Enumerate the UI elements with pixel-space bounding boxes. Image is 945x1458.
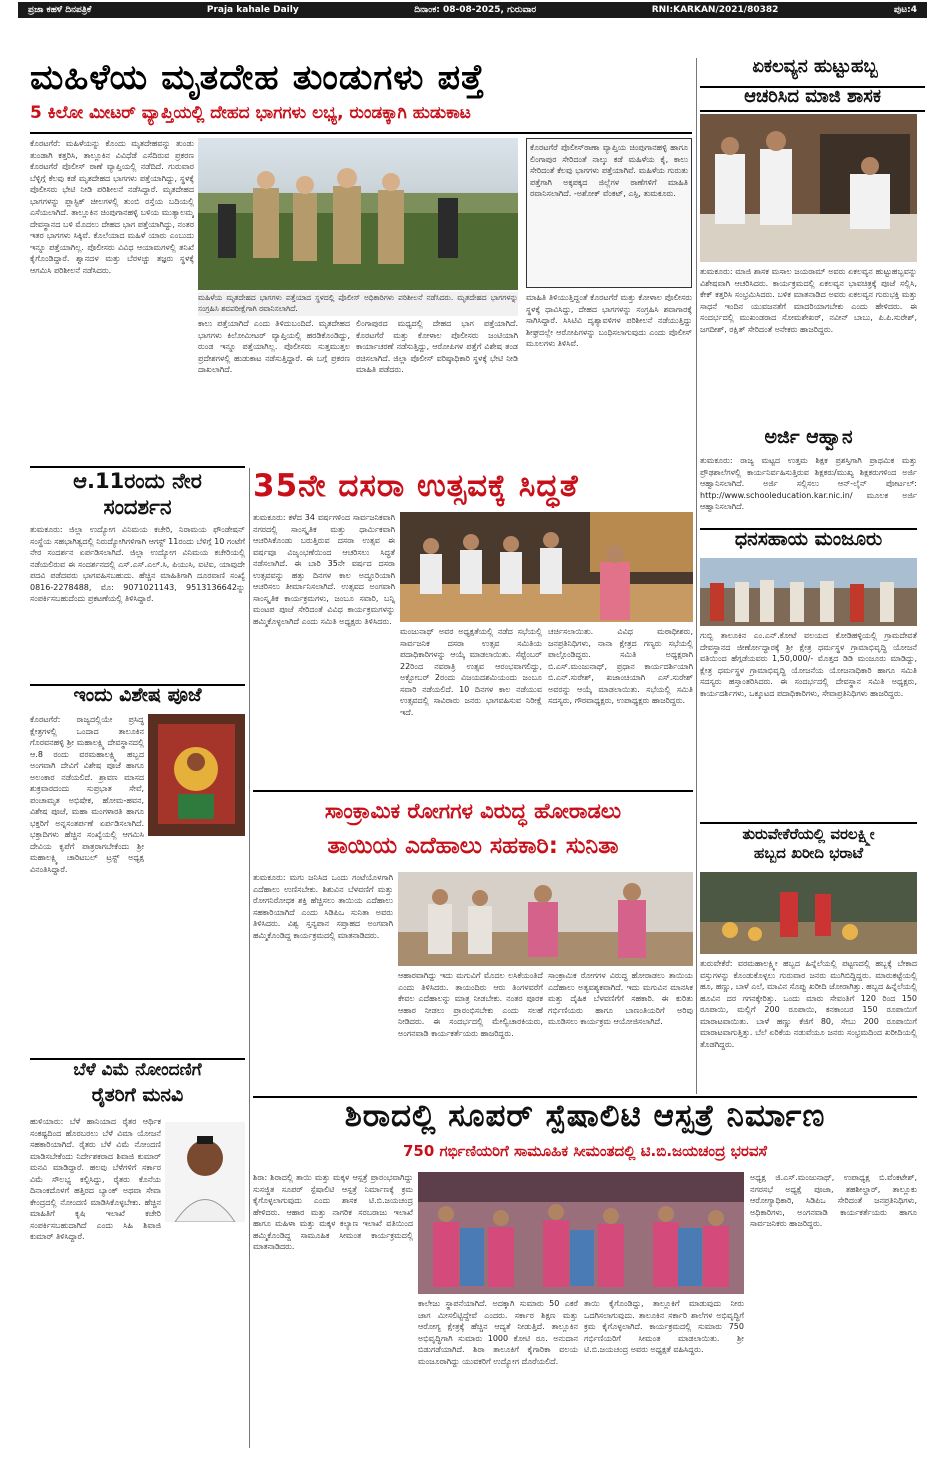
varalakshmi-body: ತುರುವೇಕೆರೆ: ವರಮಹಾಲಕ್ಷ್ಮೀ ಹಬ್ಬದ ಹಿನ್ನೆಲೆಯಲ್ಲಿ ಪಟ್ಟಣದಲ್ಲಿ ಹಬ್ಬಕ್ಕೆ ಬೇಕಾದ ವಸ್ತುಗಳನ್ನು ಕೊಂಡುಕೊಳ್ಳಲು ಗುರುವಾರ ಜನರು ಮುಗಿಬಿದ್ದಿದ್ದರು. ಮಾರುಕಟ್ಟೆಯಲ್ಲಿ ಹೂ, ಹಣ್ಣು, ಬಾಳೆ ಎಲೆ, ಮಾವಿನ ಸೊಪ್ಪು ಖರೀದಿ ಜೋರಾಗಿತ್ತು. ಹಬ್ಬದ ಹಿನ್ನೆಲೆಯಲ್ಲಿ ಹೂವಿನ ದರ ಗಗನಕ್ಕೇರಿತ್ತು. ಒಂದು ಮಾರು ಸೇವಂತಿಗೆ 120 ರಿಂದ 150 ರೂಪಾಯಿ, ಮಲ್ಲಿಗೆ 200 ರೂಪಾಯಿ, ಕನಕಾಂಬರ 150 ರೂಪಾಯಿಗೆ ಮಾರಾಟವಾಯಿತು. ಬಾಳೆ ಹಣ್ಣು ಕೆಜಿಗೆ 80, ಸೇಬು 200 ರೂಪಾಯಿಗೆ ಮಾರಾಟವಾಗುತ್ತಿತ್ತು. ಬೆಲೆ ಏರಿಕೆಯ ನಡುವೆಯೂ ಜನರು ಸಂಭ್ರಮದಿಂದ ಖರೀದಿಯಲ್ಲಿ ತೊಡಗಿದ್ದರು. — [700, 959, 917, 1049]
pooje-photo-illustration — [148, 714, 245, 836]
arji-body: ತುಮಕೂರು: ರಾಜ್ಯ ಮಟ್ಟದ ಉತ್ತಮ ಶಿಕ್ಷಕ ಪ್ರಶಸ್ತಿಗಾಗಿ ಪ್ರಾಥಮಿಕ ಮತ್ತು ಪ್ರೌಢಶಾಲೆಗಳಲ್ಲಿ ಕಾರ್ಯನಿರ್ವಹಿಸುತ್ತಿರುವ ಶಿಕ್ಷಕರು/ಮುಖ್ಯ ಶಿಕ್ಷಕರುಗಳಿಂದ ಅರ್ಜಿ ಆಹ್ವಾನಿಸಲಾಗಿದೆ. ಅರ್ಜಿ ಸಲ್ಲಿಸಲು ಆನ್-ಲೈನ್ ಪೋರ್ಟಲ್: http://www.schooleducation.kar.nic.in/ ಮೂಲಕ ಅರ್ಜಿ ಆಹ್ವಾನಿಸಲಾಗಿದೆ. — [700, 456, 917, 511]
sira-photo — [418, 1172, 744, 1294]
sira-subhead: 750 ಗರ್ಭಿಣಿಯರಿಗೆ ಸಾಮೂಹಿಕ ಸೀಮಂತದಲ್ಲಿ ಟಿ.ಬಿ.ಜಯಚಂದ್ರ ಭರವಸೆ — [402, 1144, 768, 1160]
lead-photo-police — [198, 138, 518, 290]
lead-col3: ಲಿಂಗಾಪುರದ ಮಧ್ಯದಲ್ಲಿ ದೇಹದ ಭಾಗ ಪತ್ತೆಯಾಗಿದೆ. ಕೊರಟಗೆರೆ ಮತ್ತು ಕೋಳಾಲ ಪೊಲೀಸರು ಜಂಟಿಯಾಗಿ ಕಾರ್ಯಾಚರಣೆ ನಡೆಸುತ್ತಿದ್ದು, ಆರೋಪಿಗಳ ಪತ್ತೆಗೆ ವಿಶೇಷ ತಂಡ ರಚಿಸಲಾಗಿದೆ. ಜಿಲ್ಲಾ ಪೊಲೀಸ್ ವರಿಷ್ಠಾಧಿಕಾರಿ ಸ್ಥಳಕ್ಕೆ ಭೇಟಿ ನೀಡಿ ಮಾಹಿತಿ ಪಡೆದರು. — [356, 319, 518, 374]
sunita-headline-2: ತಾಯಿಯ ಎದೆಹಾಲು ಸಹಕಾರಿ: ಸುನಿತಾ — [327, 834, 619, 859]
dasara-photo-illustration — [400, 512, 693, 622]
pooje-headline: ಇಂದು ವಿಶೇಷ ಪೂಜೆ — [30, 684, 245, 710]
ekalavya-headline-2: ಆಚರಿಸಿದ ಮಾಜಿ ಶಾಸಕ — [700, 86, 925, 112]
ekalavya-body: ತುಮಕೂರು: ಮಾಜಿ ಶಾಸಕ ಮಸಾಲ ಜಯರಾಮ್ ಅವರು ಏಕಲವ್ಯನ ಹುಟ್ಟುಹಬ್ಬವನ್ನು ವಿಶೇಷವಾಗಿ ಆಚರಿಸಿದರು. ಕಾರ್ಯಕ್ರಮದಲ್ಲಿ ಏಕಲವ್ಯನ ಭಾವಚಿತ್ರಕ್ಕೆ ಪೂಜೆ ಸಲ್ಲಿಸಿ, ಕೇಕ್ ಕತ್ತರಿಸಿ ಸಂಭ್ರಮಿಸಿದರು. ಬಳಿಕ ಮಾತನಾಡಿದ ಅವರು ಏಕಲವ್ಯನ ಗುರುಭಕ್ತಿ ಮತ್ತು ಸಾಧನೆ ಇಂದಿನ ಯುವಜನತೆಗೆ ಮಾದರಿಯಾಗಬೇಕು ಎಂದು ಹೇಳಿದರು. ಈ ಸಂದರ್ಭದಲ್ಲಿ ಮುಖಂಡರಾದ ಸೋಮಶೇಖರ್, ನವೀನ್ ಬಾಬು, ಪಿ.ಪಿ.ಸುರೇಶ್, ಜಗದೀಶ್, ರಕ್ಷಿತ್ ಸೇರಿದಂತೆ ಅನೇಕರು ಹಾಜರಿದ್ದರು. — [700, 267, 917, 334]
police-photo-illustration — [198, 138, 518, 290]
ghatane-body: ತುಮಕೂರು: ಜಿಲ್ಲಾ ಉದ್ಯೋಗ ವಿನಿಮಯ ಕಚೇರಿ, ನಿರಾಮಯ ಫೌಂಡೇಷನ್ ಸಂಸ್ಥೆಯ ಸಹಭಾಗಿತ್ವದಲ್ಲಿ ನಿರುದ್ಯೋಗಿಗಳಿಗಾಗಿ ಆಗಸ್ಟ್ 11ರಂದು ಬೆಳಿಗ್ಗೆ 10 ಗಂಟೆಗೆ ನೇರ ಸಂದರ್ಶನ ಏರ್ಪಡಿಸಲಾಗಿದೆ. ಜಿಲ್ಲಾ ಉದ್ಯೋಗ ವಿನಿಮಯ ಕಚೇರಿಯಲ್ಲಿ ನಡೆಯಲಿರುವ ಈ ಸಂದರ್ಶನದಲ್ಲಿ ಎಸ್.ಎಸ್.ಎಲ್.ಸಿ, ಪಿಯುಸಿ, ಐಟಿಐ, ಯಾವುದೇ ಪದವಿ ಪಡೆದವರು ಭಾಗವಹಿಸಬಹುದು. ಹೆಚ್ಚಿನ ಮಾಹಿತಿಗಾಗಿ ದೂರವಾಣಿ ಸಂಖ್ಯೆ 0816-2278488, ಮೊ: 9071021143, 9513136642ನ್ನು ಸಂಪರ್ಕಿಸಬಹುದೆಂದು ಪ್ರಕಟಣೆಯಲ್ಲಿ ತಿಳಿಸಿದ್ದಾರೆ. — [30, 525, 245, 603]
varalakshmi-headline-2: ಹಬ್ಬದ ಖರೀದಿ ಭರಾಟೆ — [753, 846, 864, 862]
sira-photo-illustration — [418, 1172, 744, 1294]
varalakshmi-photo — [700, 872, 917, 954]
dasara-col1: ತುಮಕೂರು: ಕಳೆದ 34 ವರ್ಷಗಳಿಂದ ಸಾರ್ವಜನಿಕವಾಗಿ ನಗರದಲ್ಲಿ ಸಾಂಸ್ಕೃತಿಕ ಮತ್ತು ಧಾರ್ಮಿಕವಾಗಿ ಆಚರಿಸಿಕೊಂಡು ಬರುತ್ತಿರುವ ದಸರಾ ಉತ್ಸವ ಈ ವರ್ಷವೂ ವಿಜೃಂಭಣೆಯಿಂದ ಆಚರಿಸಲು ಸಿದ್ಧತೆ ನಡೆಸಲಾಗಿದೆ. ಈ ಬಾರಿ 35ನೇ ವರ್ಷದ ದಸರಾ ಉತ್ಸವವನ್ನು ಹತ್ತು ದಿನಗಳ ಕಾಲ ಅದ್ಧೂರಿಯಾಗಿ ಆಚರಿಸಲು ತೀರ್ಮಾನಿಸಲಾಗಿದೆ. ಉತ್ಸವದ ಅಂಗವಾಗಿ ಸಾಂಸ್ಕೃತಿಕ ಕಾರ್ಯಕ್ರಮಗಳು, ಜಂಬೂ ಸವಾರಿ, ಬನ್ನಿ ಮಂಟಪ ಪೂಜೆ ಸೇರಿದಂತೆ ವಿವಿಧ ಕಾರ್ಯಕ್ರಮಗಳನ್ನು ಹಮ್ಮಿಕೊಳ್ಳಲಾಗಿದೆ ಎಂದು ಸಮಿತಿ ಅಧ್ಯಕ್ಷರು ತಿಳಿಸಿದರು. — [253, 513, 395, 626]
column-divider-right — [696, 58, 697, 1094]
masthead-bar — [18, 2, 927, 18]
lead-col4: ಮಾಹಿತಿ ತಿಳಿಯುತ್ತಿದ್ದಂತೆ ಕೊರಟಗೆರೆ ಮತ್ತು ಕೋಳಾಲ ಪೊಲೀಸರು ಸ್ಥಳಕ್ಕೆ ಧಾವಿಸಿದ್ದು, ದೇಹದ ಭಾಗಗಳನ್ನು ಸಂಗ್ರಹಿಸಿ ಶವಾಗಾರಕ್ಕೆ ಸಾಗಿಸಿದ್ದಾರೆ. ಸಿಸಿಟಿವಿ ದೃಶ್ಯಾವಳಿಗಳ ಪರಿಶೀಲನೆ ನಡೆಯುತ್ತಿದ್ದು ಶೀಘ್ರದಲ್ಲೇ ಆರೋಪಿಗಳನ್ನು ಬಂಧಿಸಲಾಗುವುದು ಎಂದು ಪೊಲೀಸ್ ಮೂಲಗಳು ತಿಳಿಸಿವೆ. — [526, 293, 692, 348]
sunita-photo-illustration — [398, 872, 693, 966]
beli-body: ಹುಳಿಯಾರು: ಬೆಳೆ ಹಾನಿಯಾದ ರೈತರ ಆರ್ಥಿಕ ಸಂಕಷ್ಟದಿಂದ ಹೊರಬರಲು ಬೆಳೆ ವಿಮಾ ಯೋಜನೆ ಸಹಕಾರಿಯಾಗಿದೆ. ರೈತರು ಬೆಳೆ ವಿಮೆ ನೋಂದಣಿ ಮಾಡಿಸಬೇಕೆಂದು ನಿರ್ದೇಶಕರಾದ ಶಿವಾಜಿ ಕುಮಾರ್ ಮನವಿ ಮಾಡಿದ್ದಾರೆ. ಹಲವು ಬೆಳೆಗಳಿಗೆ ಸರ್ಕಾರ ವಿಮೆ ಸೌಲಭ್ಯ ಕಲ್ಪಿಸಿದ್ದು, ರೈತರು ಕೊನೆಯ ದಿನಾಂಕದೊಳಗೆ ಹತ್ತಿರದ ಬ್ಯಾಂಕ್ ಅಥವಾ ಸೇವಾ ಕೇಂದ್ರದಲ್ಲಿ ನೋಂದಣಿ ಮಾಡಿಸಿಕೊಳ್ಳಬೇಕು. ಹೆಚ್ಚಿನ ಮಾಹಿತಿಗೆ ಕೃಷಿ ಇಲಾಖೆ ಕಚೇರಿ ಸಂಪರ್ಕಿಸಬಹುದಾಗಿದೆ ಎಂದು ಸಿಹಿ ಶಿವಾಜಿ ಕುಮಾರ್ ತಿಳಿಸಿದ್ದಾರೆ. — [30, 1117, 161, 1241]
sunita-col1: ತುಮಕೂರು: ಮಗು ಜನಿಸಿದ ಒಂದು ಗಂಟೆಯೊಳಗಾಗಿ ಎದೆಹಾಲು ಉಣಿಸಬೇಕು. ಶಿಶುವಿನ ಬೆಳವಣಿಗೆ ಮತ್ತು ರೋಗನಿರೋಧಕ ಶಕ್ತಿ ಹೆಚ್ಚಿಸಲು ತಾಯಿಯ ಎದೆಹಾಲು ಸಹಕಾರಿಯಾಗಿದೆ ಎಂದು ಸಿಡಿಪಿಒ ಸುನಿತಾ ಅವರು ತಿಳಿಸಿದರು. ವಿಶ್ವ ಸ್ತನ್ಯಪಾನ ಸಪ್ತಾಹದ ಅಂಗವಾಗಿ ಹಮ್ಮಿಕೊಂಡಿದ್ದ ಕಾರ್ಯಕ್ರಮದಲ್ಲಿ ಮಾತನಾಡಿದರು. — [253, 873, 393, 940]
masthead-page: ಪುಟ:4 — [893, 5, 917, 15]
sira-headline: ಶಿರಾದಲ್ಲಿ ಸೂಪರ್ ಸ್ಪೆಷಾಲಿಟಿ ಆಸ್ಪತ್ರೆ ನಿರ್ಮಾಣ — [344, 1100, 826, 1134]
ekalavya-photo-illustration — [700, 114, 917, 262]
dhana-body: ಗುಬ್ಬಿ ತಾಲೂಕಿನ ಎಂ.ಎನ್.ಕೋಟೆ ವಲಯದ ಕೋಡಿಹಳ್ಳಿಯಲ್ಲಿ ಗ್ರಾಮದೇವತೆ ದೇವಸ್ಥಾನದ ಜೀರ್ಣೋದ್ಧಾರಕ್ಕೆ ಶ್ರೀ ಕ್ಷೇತ್ರ ಧರ್ಮಸ್ಥಳ ಗ್ರಾಮಾಭಿವೃದ್ಧಿ ಯೋಜನೆ ವತಿಯಿಂದ ಹೆಗ್ಗಡೆಯವರು 1,50,000/- ಮೊತ್ತದ ಡಿಡಿ ಮಂಜೂರು ಮಾಡಿದ್ದು, ಕ್ಷೇತ್ರ ಧರ್ಮಸ್ಥಳ ಗ್ರಾಮಾಭಿವೃದ್ಧಿ ಯೋಜನೆಯ ಯೋಜನಾಧಿಕಾರಿ ಹಾಗೂ ಸಮಿತಿ ಸದಸ್ಯರು ಹಸ್ತಾಂತರಿಸಿದರು. ಈ ಸಂದರ್ಭದಲ್ಲಿ ದೇವಸ್ಥಾನ ಸಮಿತಿ ಅಧ್ಯಕ್ಷರು, ಕಾರ್ಯದರ್ಶಿಗಳು, ಒಕ್ಕೂಟದ ಪದಾಧಿಕಾರಿಗಳು, ಸೇವಾಪ್ರತಿನಿಧಿಗಳು ಹಾಜರಿದ್ದರು. — [700, 631, 917, 698]
lead-quote-box: ಕೊರಟಗೆರೆ ಪೊಲೀಸ್‌ಠಾಣಾ ವ್ಯಾಪ್ತಿಯ ಚಿಂಪುಗಾನಹಳ್ಳಿ ಹಾಗೂ ಲಿಂಗಾಪುರ ಸೇರಿದಂತೆ ನಾಲ್ಕು ಕಡೆ ಮಹಿಳೆಯ ಕೈ, ಕಾಲು ಸೇರಿದಂತೆ ಕೆಲವು ಭಾಗಗಳು ಪತ್ತೆಯಾಗಿವೆ. ಮಹಿಳೆಯ ಗುರುತು ಪತ್ತೆಗಾಗಿ ಅಕ್ಕಪಕ್ಕದ ಜಿಲ್ಲೆಗಳ ಠಾಣೆಗಳಿಗೆ ಮಾಹಿತಿ ರವಾನಿಸಲಾಗಿದೆ. -ಅಶೋಕ್ ವೆಂಕಟ್, ಎಸ್ಪಿ, ತುಮಕೂರು. — [526, 138, 692, 288]
lead-subhead: 5 ಕಿಲೋ ಮೀಟರ್ ವ್ಯಾಪ್ತಿಯಲ್ಲಿ ದೇಹದ ಭಾಗಗಳು ಲಭ್ಯ, ರುಂಡಕ್ಕಾಗಿ ಹುಡುಕಾಟ — [30, 105, 471, 123]
dhana-photo-illustration — [700, 558, 917, 626]
dasara-col2: ಮಂಜುನಾಥ್ ಅವರ ಅಧ್ಯಕ್ಷತೆಯಲ್ಲಿ ನಡೆದ ಸಭೆಯಲ್ಲಿ ಸಾರ್ವಜನಿಕ ದಸರಾ ಉತ್ಸವ ಸಮಿತಿಯ ಪದಾಧಿಕಾರಿಗಳನ್ನು ಆಯ್ಕೆ ಮಾಡಲಾಯಿತು. ಸೆಪ್ಟೆಂಬರ್ 22ರಿಂದ ನವರಾತ್ರಿ ಉತ್ಸವ ಆರಂಭವಾಗಲಿದ್ದು, ಅಕ್ಟೋಬರ್ 2ರಂದು ವಿಜಯದಶಮಿಯಂದು ಜಂಬೂ ಸವಾರಿ ನಡೆಯಲಿದೆ. 10 ದಿನಗಳ ಕಾಲ ನಡೆಯುವ ಉತ್ಸವದಲ್ಲಿ ಸಾವಿರಾರು ಜನರು ಭಾಗವಹಿಸುವ ನಿರೀಕ್ಷೆ ಇದೆ. — [400, 627, 542, 717]
lead-rule — [30, 132, 692, 134]
sunita-headline-1: ಸಾಂಕ್ರಾಮಿಕ ರೋಗಗಳ ವಿರುದ್ಧ ಹೋರಾಡಲು — [324, 800, 622, 823]
lead-headline: ಮಹಿಳೆಯ ಮೃತದೇಹ ತುಂಡುಗಳು ಪತ್ತೆ — [30, 60, 485, 98]
masthead-left: ಪ್ರಜಾ ಕಹಳೆ ದಿನಪತ್ರಿಕೆ — [28, 5, 92, 15]
beli-photo-illustration — [165, 1122, 245, 1222]
lead-col1: ಕೊರಟಗೆರೆ: ಮಹಿಳೆಯನ್ನು ಕೊಂದು ಮೃತದೇಹವನ್ನು ತುಂಡು ತುಂಡಾಗಿ ಕತ್ತರಿಸಿ, ತಾಲ್ಲೂಕಿನ ವಿವಿಧೆಡೆ ಎಸೆದಿರುವ ಪ್ರಕರಣ ಕೊರಟಗೆರೆ ಪೊಲೀಸ್ ಠಾಣೆ ವ್ಯಾಪ್ತಿಯಲ್ಲಿ ನಡೆದಿದೆ. ಗುರುವಾರ ಬೆಳ್ಳಿಗ್ಗೆ ಕೆಲವು ಕಡೆ ಮೃತದೇಹದ ಭಾಗಗಳು ಪತ್ತೆಯಾಗಿದ್ದು, ಸ್ಥಳಕ್ಕೆ ಪೊಲೀಸರು ಭೇಟಿ ನೀಡಿ ಪರಿಶೀಲನೆ ನಡೆಸಿದ್ದಾರೆ. ಮೃತದೇಹದ ಭಾಗಗಳನ್ನು ಪ್ಲಾಸ್ಟಿಕ್ ಚೀಲಗಳಲ್ಲಿ ತುಂಬಿ ರಸ್ತೆಯ ಬದಿಯಲ್ಲಿ ಎಸೆಯಲಾಗಿದೆ. ತಾಲ್ಲೂಕಿನ ಚಿಂಪುಗಾನಹಳ್ಳಿ ಬಳಿಯ ಮುತ್ಯಾಲಮ್ಮ ದೇವಸ್ಥಾನದ ಬಳಿ ಮೊದಲು ದೇಹದ ಭಾಗ ಪತ್ತೆಯಾಗಿದ್ದು, ನಂತರ ಇತರ ಭಾಗಗಳು ಸಿಕ್ಕಿವೆ. ಕೊಲೆಯಾದ ಮಹಿಳೆ ಯಾರು ಎಂಬುದು ಇನ್ನೂ ಪತ್ತೆಯಾಗಿಲ್ಲ. ಪೊಲೀಸರು ವಿವಿಧ ಆಯಾಮಗಳಲ್ಲಿ ತನಿಖೆ ಕೈಗೊಂಡಿದ್ದಾರೆ. ಶ್ವಾನದಳ ಮತ್ತು ಬೆರಳಚ್ಚು ತಜ್ಞರು ಸ್ಥಳಕ್ಕೆ ಆಗಮಿಸಿ ಪರಿಶೀಲನೆ ನಡೆಸಿದರು. — [30, 139, 194, 275]
masthead-date: ದಿನಾಂಕ: 08-08-2025, ಗುರುವಾರ — [414, 5, 537, 15]
sira-col3: ತಾಯಿ ಕೈಗೊಂಡಿದ್ದು, ತಾಲ್ಲೂಕಿಗೆ ಮಾಡುವುದು ನೀರು ಒದಗಿಸಲಾಗುವುದು. ತಾಲೂಕಿನ ಸರ್ಕಾರಿ ಶಾಲೆಗಳ ಅಭಿವೃದ್ಧಿಗೆ ಕ್ರಮ ಕೈಗೊಳ್ಳಲಾಗಿದೆ. ಕಾರ್ಯಕ್ರಮದಲ್ಲಿ ಸುಮಾರು 750 ಗರ್ಭಿಣಿಯರಿಗೆ ಸೀಮಂತ ಮಾಡಲಾಯಿತು. ಶ್ರೀ ಟಿ.ಬಿ.ಜಯಚಂದ್ರ ಅವರು ಅಧ್ಯಕ್ಷತೆ ವಹಿಸಿದ್ದರು. — [584, 1299, 744, 1354]
masthead-name: Praja kahale Daily — [206, 5, 299, 15]
lead-photo-caption: ಮಹಿಳೆಯ ಮೃತದೇಹದ ಭಾಗಗಳು ಪತ್ತೆಯಾದ ಸ್ಥಳದಲ್ಲಿ ಪೊಲೀಸ್ ಅಧಿಕಾರಿಗಳು ಪರಿಶೀಲನೆ ನಡೆಸಿದರು. ಮೃತದೇಹದ ಭಾಗಗಳನ್ನು ಸಂಗ್ರಹಿಸಿ ಶವಪರೀಕ್ಷೆಗಾಗಿ ರವಾನಿಸಲಾಗಿದೆ. — [198, 292, 518, 316]
dasara-headline: 35ನೇ ದಸರಾ ಉತ್ಸವಕ್ಕೆ ಸಿದ್ಧತೆ — [253, 470, 579, 504]
ekalavya-photo — [700, 114, 917, 262]
sira-col1: ಶಿರಾ: ಶಿರಾದಲ್ಲಿ ತಾಯಿ ಮತ್ತು ಮಕ್ಕಳ ಆಸ್ಪತ್ರೆ ಪ್ರಾರಂಭವಾಗಿದ್ದು ಸುಸಜ್ಜಿತ ಸೂಪರ್ ಸ್ಪೆಷಾಲಿಟಿ ಆಸ್ಪತ್ರೆ ನಿರ್ಮಾಣಕ್ಕೆ ಕ್ರಮ ಕೈಗೊಳ್ಳಲಾಗುವುದು ಎಂದು ಶಾಸಕ ಟಿ.ಬಿ.ಜಯಚಂದ್ರ ಹೇಳಿದರು. ಆಹಾರ ಮತ್ತು ನಾಗರಿಕ ಸರಬರಾಜು ಇಲಾಖೆ ಹಾಗೂ ಮಹಿಳಾ ಮತ್ತು ಮಕ್ಕಳ ಕಲ್ಯಾಣ ಇಲಾಖೆ ವತಿಯಿಂದ ಹಮ್ಮಿಕೊಂಡಿದ್ದ ಸಾಮೂಹಿಕ ಸೀಮಂತ ಕಾರ್ಯಕ್ರಮದಲ್ಲಿ ಮಾತನಾಡಿದರು. — [253, 1173, 413, 1251]
pooje-photo — [148, 714, 245, 836]
beli-headline-2: ರೈತರಿಗೆ ಮನವಿ — [91, 1086, 184, 1106]
beli-photo — [165, 1122, 245, 1222]
ghatane-rule — [30, 466, 245, 468]
sira-col2: ಕಾಲೇಜು ಸ್ಥಾಪನೆಯಾಗಿದೆ. ಅದಕ್ಕಾಗಿ ಸುಮಾರು 50 ಎಕರೆ ಜಾಗ ಮೀಸಲಿಟ್ಟಿದ್ದೇವೆ ಎಂದರು. ಸರ್ಕಾರ ಶಿಕ್ಷಣ ಮತ್ತು ಆರೋಗ್ಯ ಕ್ಷೇತ್ರಕ್ಕೆ ಹೆಚ್ಚಿನ ಆದ್ಯತೆ ನೀಡುತ್ತಿದೆ. ತಾಲ್ಲೂಕಿನ ಅಭಿವೃದ್ಧಿಗಾಗಿ ಸುಮಾರು 1000 ಕೋಟಿ ರೂ. ಅನುದಾನ ಬಿಡುಗಡೆಯಾಗಿದೆ. ಶಿರಾ ತಾಲೂಕಿಗೆ ಕೈಗಾರಿಕಾ ವಲಯ ಮಂಜೂರಾಗಿದ್ದು ಯುವಕರಿಗೆ ಉದ್ಯೋಗ ದೊರೆಯಲಿದೆ. — [418, 1299, 578, 1366]
ekalavya-headline-1: ಏಕಲವ್ಯನ ಹುಟ್ಟುಹಬ್ಬ — [752, 58, 878, 77]
sunita-rule — [253, 790, 693, 792]
sira-col4: ಅಧ್ಯಕ್ಷ ಜಿ.ಎಸ್.ಮಂಜುನಾಥ್, ಉಪಾಧ್ಯಕ್ಷ ಬಿ.ವೆಂಕಟೇಶ್, ನಗರಸಭೆ ಅಧ್ಯಕ್ಷೆ ಪೂಜಾ, ತಹಶೀಲ್ದಾರ್, ತಾಲ್ಲೂಕು ಆರೋಗ್ಯಾಧಿಕಾರಿ, ಸಿಡಿಪಿಒ ಸೇರಿದಂತೆ ಜನಪ್ರತಿನಿಧಿಗಳು, ಅಧಿಕಾರಿಗಳು, ಅಂಗನವಾಡಿ ಕಾರ್ಯಕರ್ತೆಯರು ಹಾಗೂ ಸಾರ್ವಜನಿಕರು ಹಾಜರಿದ್ದರು. — [750, 1173, 917, 1228]
pooje-body: ಕೊರಟಗೆರೆ: ರಾಜ್ಯದಲ್ಲಿಯೇ ಪ್ರಸಿದ್ಧ ಕ್ಷೇತ್ರಗಳಲ್ಲಿ ಒಂದಾದ ತಾಲೂಕಿನ ಗೊರವನಹಳ್ಳಿ ಶ್ರೀ ಮಹಾಲಕ್ಷ್ಮಿ ದೇವಸ್ಥಾನದಲ್ಲಿ ಆ.8 ರಂದು ವರಮಹಾಲಕ್ಷ್ಮಿ ಹಬ್ಬದ ಅಂಗವಾಗಿ ದೇವಿಗೆ ವಿಶೇಷ ಪೂಜೆ ಹಾಗೂ ಅಲಂಕಾರ ನಡೆಯಲಿದೆ. ಶ್ರಾವಣ ಮಾಸದ ಶುಕ್ರವಾರದಂದು ಸುಪ್ರಭಾತ ಸೇವೆ, ಪಂಚಾಮೃತ ಅಭಿಷೇಕ, ಹೋಮ-ಹವನ, ವಿಶೇಷ ಪೂಜೆ, ಮಹಾ ಮಂಗಳಾರತಿ ಹಾಗೂ ಭಕ್ತರಿಗೆ ಅನ್ನಸಂತರ್ಪಣೆ ಏರ್ಪಡಿಸಲಾಗಿದೆ. ಭಕ್ತಾದಿಗಳು ಹೆಚ್ಚಿನ ಸಂಖ್ಯೆಯಲ್ಲಿ ಆಗಮಿಸಿ ದೇವಿಯ ಕೃಪೆಗೆ ಪಾತ್ರರಾಗಬೇಕೆಂದು ಶ್ರೀ ಮಹಾಲಕ್ಷ್ಮಿ ಚಾರಿಟಬಲ್ ಟ್ರಸ್ಟ್ ಅಧ್ಯಕ್ಷ ವಿನಂತಿಸಿದ್ದಾರೆ. — [30, 715, 144, 874]
ghatane-headline-1: ಆ.11ರಂದು ನೇರ — [73, 470, 202, 493]
dasara-col3: ಚರ್ಚಿಸಲಾಯಿತು. ವಿವಿಧ ಮಠಾಧೀಶರು, ಜನಪ್ರತಿನಿಧಿಗಳು, ನಾನಾ ಕ್ಷೇತ್ರದ ಗಣ್ಯರು ಸಭೆಯಲ್ಲಿ ಪಾಲ್ಗೊಂಡಿದ್ದರು. ಸಮಿತಿ ಅಧ್ಯಕ್ಷರಾಗಿ ಬಿ.ಎಸ್.ಮಂಜುನಾಥ್, ಪ್ರಧಾನ ಕಾರ್ಯದರ್ಶಿಯಾಗಿ ಬಿ.ಎನ್.ಸುರೇಶ್, ಖಜಾಂಚಿಯಾಗಿ ಎಸ್.ಸುರೇಶ್ ಅವರನ್ನು ಆಯ್ಕೆ ಮಾಡಲಾಯಿತು. ಸಭೆಯಲ್ಲಿ ಸಮಿತಿ ಸದಸ್ಯರು, ಗೌರವಾಧ್ಯಕ್ಷರು, ಉಪಾಧ್ಯಕ್ಷರು ಹಾಜರಿದ್ದರು. — [548, 627, 693, 705]
varalakshmi-headline-1: ತುರುವೇಕೆರೆಯಲ್ಲಿ ವರಲಕ್ಷ್ಮೀ — [700, 822, 917, 846]
sira-rule — [253, 1096, 917, 1098]
sunita-photo — [398, 872, 693, 966]
dasara-photo — [400, 512, 693, 622]
sunita-col3: ಸಾಂಕ್ರಾಮಿಕ ರೋಗಗಳ ವಿರುದ್ಧ ಹೋರಾಡಲು ತಾಯಿಯ ಎದೆಹಾಲು ಅತ್ಯವಶ್ಯಕವಾಗಿದೆ. ಇದು ಮಗುವಿನ ಮಾನಸಿಕ ಮತ್ತು ದೈಹಿಕ ಬೆಳವಣಿಗೆಗೆ ಸಹಕಾರಿ. ಈ ಕುರಿತು ಗರ್ಭಿಣಿಯರು ಹಾಗೂ ಬಾಣಂತಿಯರಿಗೆ ಅರಿವು ಮೂಡಿಸಲು ಕಾರ್ಯಕ್ರಮ ಆಯೋಜಿಸಲಾಗಿದೆ. — [548, 971, 693, 1026]
dhana-photo — [700, 558, 917, 626]
lead-col2: ಕಾಲು ಪತ್ತೆಯಾಗಿದೆ ಎಂದು ತಿಳಿದುಬಂದಿದೆ. ಮೃತದೇಹದ ಭಾಗಗಳು ಕಿಲೋಮೀಟರ್ ವ್ಯಾಪ್ತಿಯಲ್ಲಿ ಹರಡಿಕೊಂಡಿದ್ದು, ರುಂಡ ಇನ್ನೂ ಪತ್ತೆಯಾಗಿಲ್ಲ. ಪೊಲೀಸರು ಸುತ್ತಮುತ್ತಲ ಪ್ರದೇಶಗಳಲ್ಲಿ ಹುಡುಕಾಟ ನಡೆಸುತ್ತಿದ್ದಾರೆ. ಈ ಬಗ್ಗೆ ಪ್ರಕರಣ ದಾಖಲಾಗಿದೆ. — [198, 319, 350, 374]
masthead-rni: RNI:KARKAN/2021/80382 — [651, 5, 779, 15]
varalakshmi-photo-illustration — [700, 872, 917, 954]
beli-headline-1: ಬೆಳೆ ವಿಮೆ ನೋಂದಣಿಗೆ — [30, 1058, 245, 1082]
dhana-headline: ಧನಸಹಾಯ ಮಂಜೂರು — [700, 528, 917, 554]
ghatane-headline-2: ಸಂದರ್ಶನ — [103, 496, 172, 519]
column-divider-left — [249, 468, 250, 1448]
arji-headline: ಅರ್ಜಿ ಆಹ್ವಾನ — [764, 428, 853, 448]
sunita-col2: ಆಹಾರವಾಗಿದ್ದು ಇದು ಮಗುವಿಗೆ ಮೊದಲ ಲಸಿಕೆಯಂತಿದೆ ಎಂದು ತಿಳಿಸಿದರು. ತಾಯಂದಿರು ಆರು ತಿಂಗಳವರೆಗೆ ಕೇವಲ ಎದೆಹಾಲನ್ನು ಮಾತ್ರ ನೀಡಬೇಕು. ನಂತರ ಪೂರಕ ಆಹಾರ ನೀಡಲು ಪ್ರಾರಂಭಿಸಬೇಕು ಎಂದು ಸಲಹೆ ನೀಡಿದರು. ಈ ಸಂದರ್ಭದಲ್ಲಿ ಮೇಲ್ವಿಚಾರಕಿಯರು, ಅಂಗನವಾಡಿ ಕಾರ್ಯಕರ್ತೆಯರು ಹಾಜರಿದ್ದರು. — [398, 971, 543, 1038]
